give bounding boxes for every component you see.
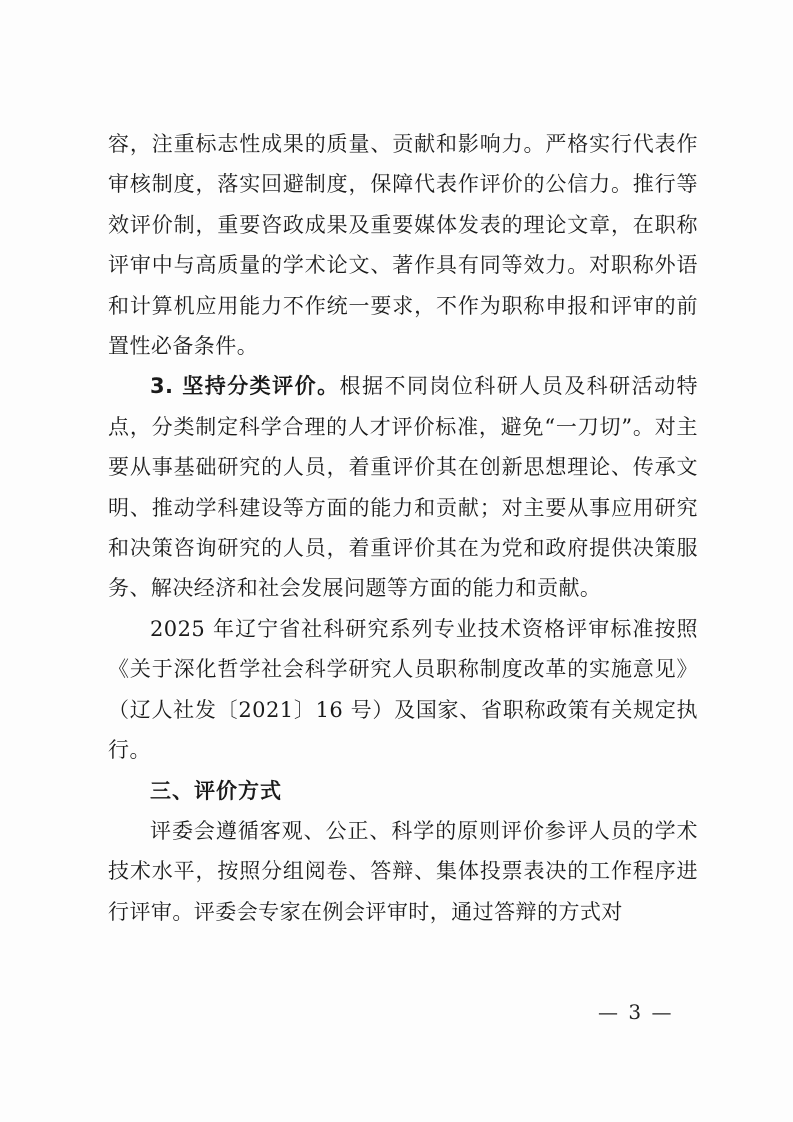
body-paragraph-evaluation: 评委会遵循客观、公正、科学的原则评价参评人员的学术技术水平，按照分组阅卷、答辩、集体投票表决的工作程序进行评审。评委会专家在例会评审时，通过答辩的方式对 [108, 818, 698, 924]
section-heading: 三、评价方式 [150, 778, 282, 803]
page-number: — 3 — [598, 1000, 674, 1024]
item-lead-text: 3. 坚持分类评价。 [150, 374, 340, 399]
item-body-text: 根据不同岗位科研人员及科研活动特点，分类制定科学合理的人才评价标准，避免“一刀切”。对主要从事基础研究的人员，着重评价其在创新思想理论、传承文明、推动学科建设等方面的能力和贡献；对主要从事应用研究和决策咨询研究的人员，着重评价其在为党和政府提供决策服务、解决经济和社会发展问题等方面的能力和贡献。 [108, 374, 699, 601]
document-body [108, 124, 698, 932]
body-paragraph-standard: 2025 年辽宁省社科研究系列专业技术资格评审标准按照《关于深化哲学社会科学研究人员职称制度改革的实施意见》（辽人社发〔2021〕16 号）及国家、省职称政策有关规定执行。 [108, 616, 698, 763]
body-paragraph-classification [108, 366, 698, 608]
body-paragraph-continued: 容，注重标志性成果的质量、贡献和影响力。严格实行代表作审核制度，落实回避制度，保障代表作评价的公信力。推行等效评价制，重要咨政成果及重要媒体发表的理论文章，在职称评审中与高质量的学术论文、著作具有同等效力。对职称外语和计算机应用能力不作统一要求，不作为职称申报和评审的前置性必备条件。 [108, 132, 698, 359]
